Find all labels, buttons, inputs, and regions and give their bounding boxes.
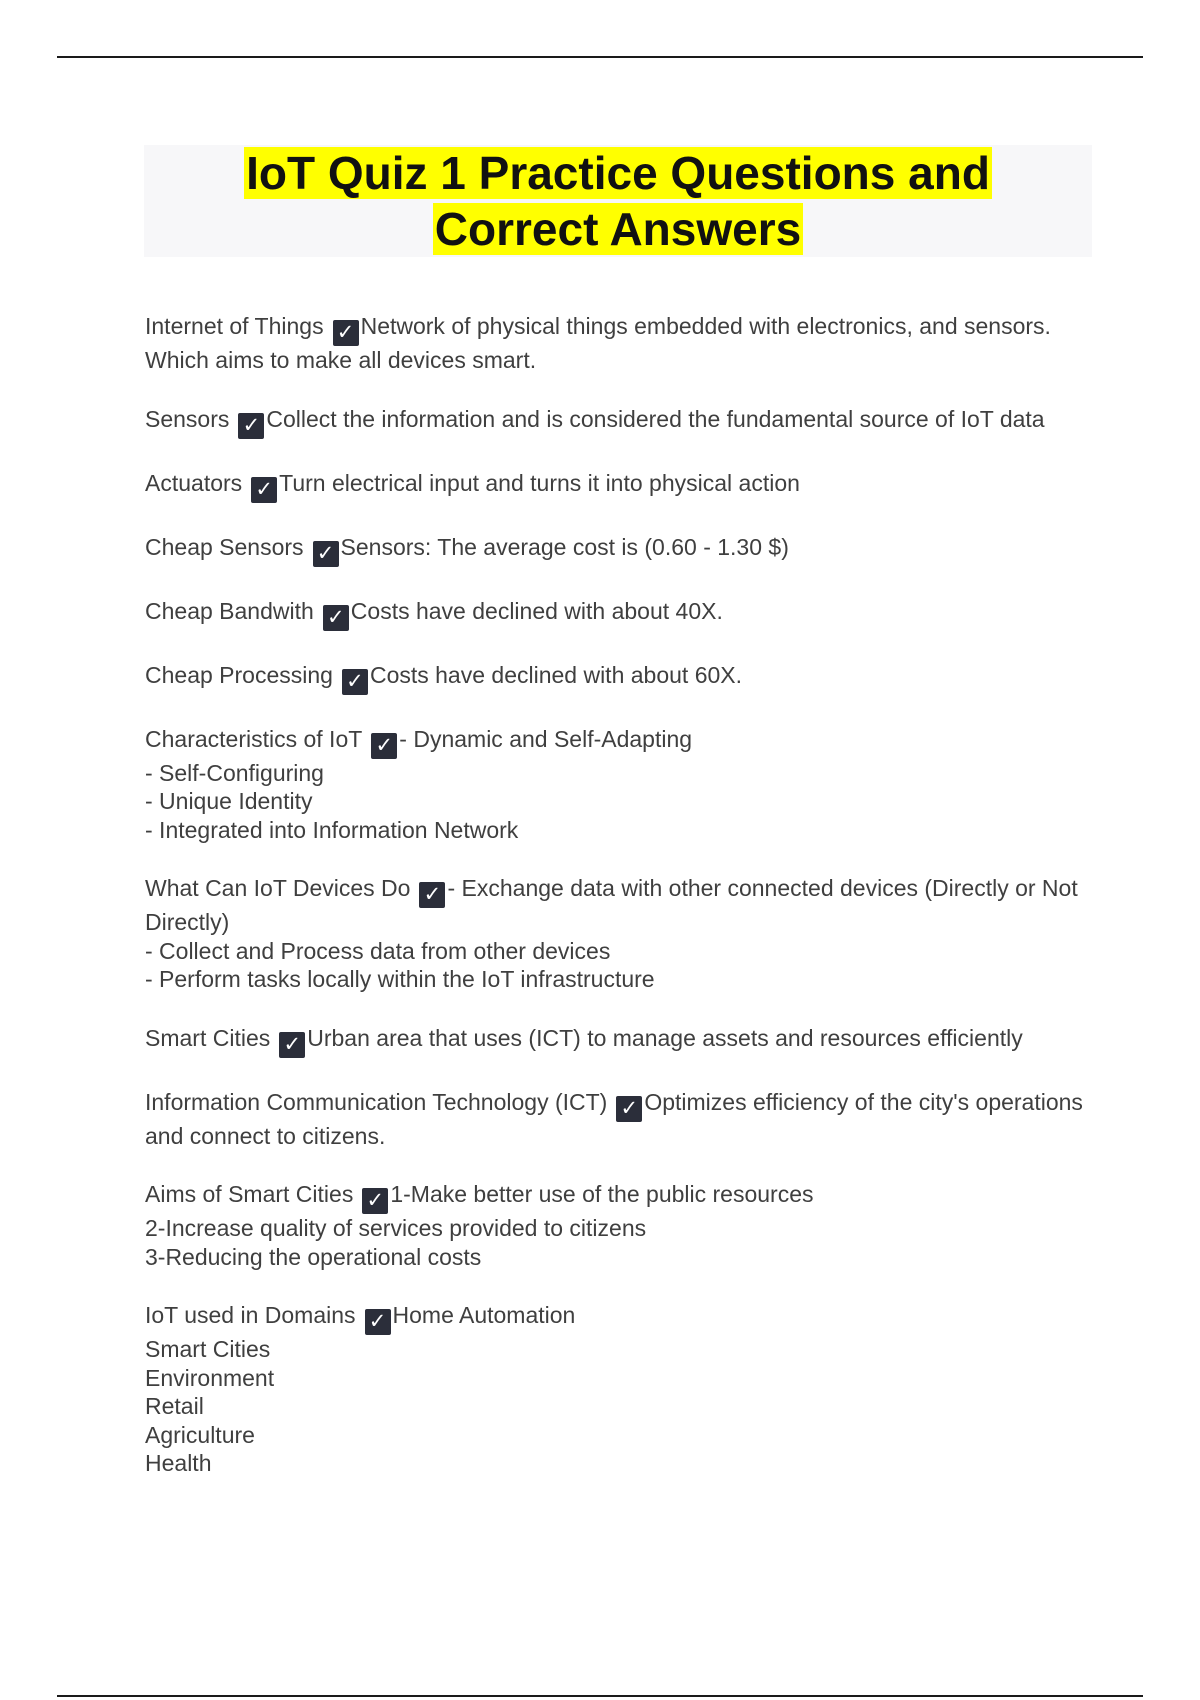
card-answer-line: 1-Make better use of the public resources (390, 1181, 814, 1207)
card-term: Characteristics of IoT (145, 725, 363, 752)
card-answer: Costs have declined with about 60X. (369, 661, 743, 688)
checkmark-icon: ✓ (313, 541, 339, 567)
checkmark-icon: ✓ (333, 320, 359, 346)
card-term: What Can IoT Devices Do (145, 875, 411, 901)
checkmark-icon: ✓ (371, 733, 397, 759)
card-answer: Optimizes efficiency of the city's operations and connect to citizens. (145, 1088, 1083, 1149)
flashcard-aims-of-smart-cities (145, 1180, 1095, 1271)
card-term: Cheap Sensors (145, 533, 304, 560)
card-answer: Network of physical things embedded with electronics, and sensors. Which aims to make all devices smart. (145, 313, 1051, 373)
card-term: Internet of Things (145, 313, 324, 339)
card-answer-line: - Dynamic and Self-Adapting (399, 725, 693, 752)
flashcard-what-can-iot-devices-do (145, 874, 1095, 994)
card-answer-line: - Self-Configuring (145, 759, 324, 786)
card-answer: Urban area that uses (ICT) to manage assets and resources efficiently (307, 1024, 1023, 1051)
card-term: IoT used in Domains (145, 1302, 356, 1328)
card-answer-line: Smart Cities (145, 1336, 271, 1362)
card-answer: Collect the information and is considered the fundamental source of IoT data (266, 405, 1045, 432)
card-term: Aims of Smart Cities (145, 1181, 354, 1207)
card-term: Actuators (145, 469, 243, 496)
flashcard-smart-cities (145, 1024, 1095, 1058)
card-answer-line: Home Automation (392, 1302, 576, 1328)
flashcard-list (145, 312, 1095, 1478)
checkmark-icon: ✓ (251, 477, 277, 503)
card-answer-line: - Integrated into Information Network (145, 816, 519, 843)
flashcard-ict (145, 1088, 1095, 1151)
card-answer: Costs have declined with about 40X. (350, 597, 723, 624)
card-answer-line: - Exchange data with other connected devices (Directly or Not Directly) (145, 875, 1078, 935)
card-term: Cheap Processing (145, 661, 333, 688)
card-term: Cheap Bandwith (145, 597, 314, 624)
checkmark-icon: ✓ (238, 413, 264, 439)
flashcard-characteristics-of-iot (145, 725, 1095, 845)
flashcard-actuators (145, 469, 1095, 503)
title-block (144, 145, 1092, 257)
card-answer: Sensors: The average cost is (0.60 - 1.30 $) (340, 533, 789, 560)
checkmark-icon: ✓ (323, 605, 349, 631)
top-rule (57, 56, 1143, 58)
card-answer-line: - Unique Identity (145, 788, 313, 814)
checkmark-icon: ✓ (616, 1096, 642, 1122)
checkmark-icon: ✓ (362, 1188, 388, 1214)
title-line-2 (144, 201, 1092, 257)
card-answer-line: 3-Reducing the operational costs (145, 1243, 482, 1270)
card-answer-line: Agriculture (145, 1421, 255, 1448)
flashcard-iot-used-in-domains (145, 1301, 1095, 1478)
card-answer-line: Health (145, 1450, 212, 1476)
checkmark-icon: ✓ (279, 1032, 305, 1058)
checkmark-icon: ✓ (419, 882, 445, 908)
checkmark-icon: ✓ (365, 1309, 391, 1335)
flashcard-cheap-sensors (145, 533, 1095, 567)
card-answer: Turn electrical input and turns it into physical action (279, 469, 800, 496)
card-answer-line: - Collect and Process data from other devices (145, 937, 611, 964)
title-line-1 (144, 145, 1092, 201)
flashcard-sensors (145, 405, 1095, 439)
title-highlight-2: Correct Answers (434, 203, 802, 255)
flashcard-cheap-bandwith (145, 597, 1095, 631)
card-term: Smart Cities (145, 1024, 271, 1051)
card-answer-line: 2-Increase quality of services provided to citizens (145, 1215, 647, 1241)
card-answer-line: Environment (145, 1364, 275, 1391)
bottom-rule (57, 1695, 1143, 1697)
checkmark-icon: ✓ (342, 669, 368, 695)
flashcard-cheap-processing (145, 661, 1095, 695)
card-answer-line: Retail (145, 1393, 204, 1419)
flashcard-internet-of-things (145, 312, 1095, 375)
card-term: Sensors (145, 405, 230, 432)
card-term: Information Communication Technology (ICT) (145, 1088, 608, 1115)
title-highlight-1: IoT Quiz 1 Practice Questions and (246, 147, 990, 199)
card-answer-line: - Perform tasks locally within the IoT infrastructure (145, 966, 655, 992)
